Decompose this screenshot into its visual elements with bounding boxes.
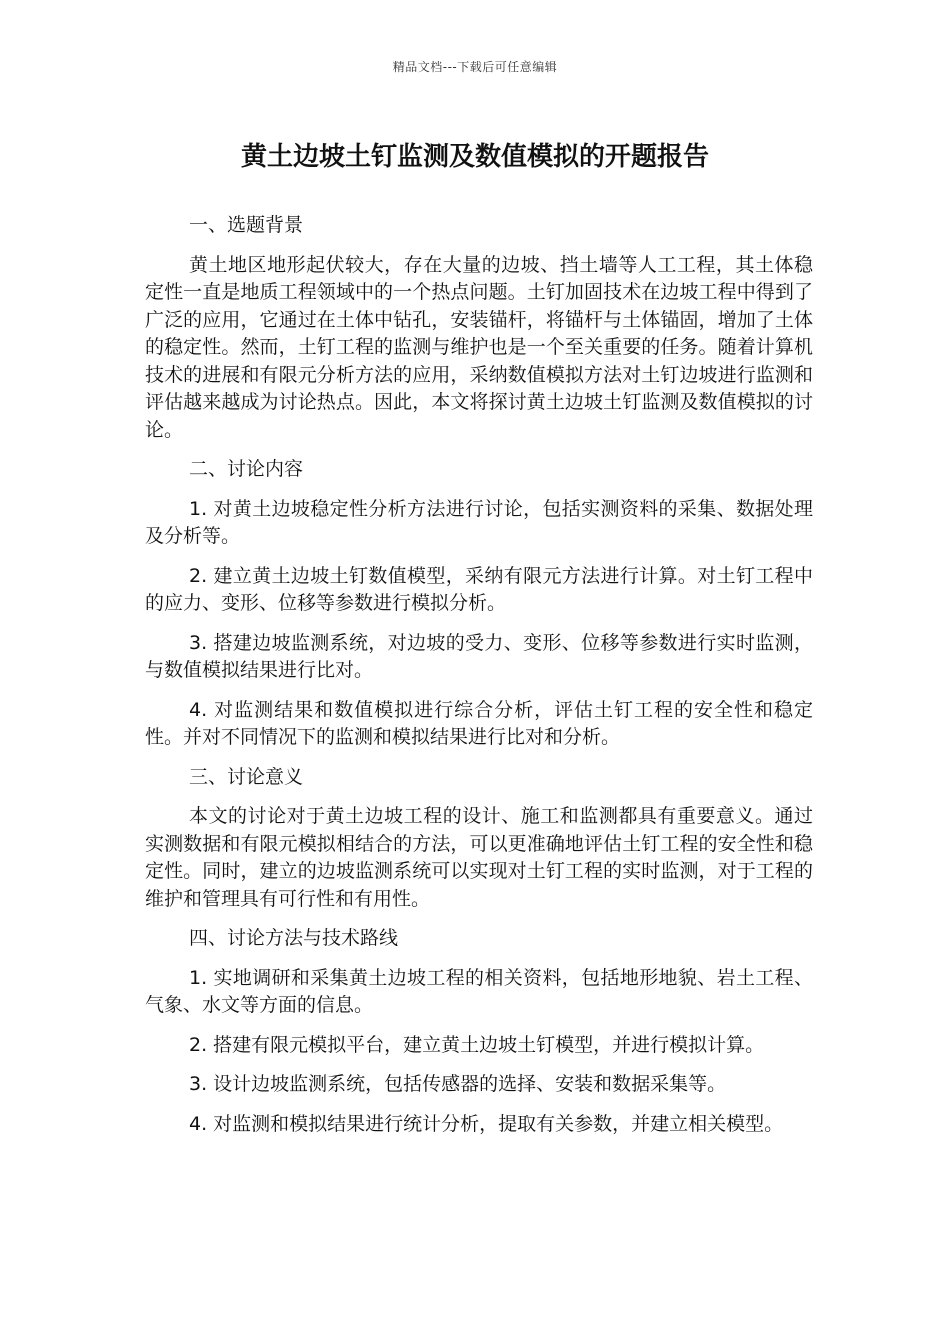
list-item: 1. 对黄土边坡稳定性分析方法进行讨论，包括实测资料的采集、数据处理及分析等。	[145, 497, 813, 547]
list-item: 3. 设计边坡监测系统，包括传感器的选择、安装和数据采集等。	[189, 1073, 727, 1095]
section-significance	[145, 764, 813, 914]
body-paragraph: 黄土地区地形起伏较大，存在大量的边坡、挡土墙等人工工程，其土体稳定性一直是地质工程领域中的一个热点问题。土钉加固技术在边坡工程中得到了广泛的应用，它通过在土体中钻孔，安装锚杆，将锚杆与土体锚固，增加了土体的稳定性。然而，土钉工程的监测与维护也是一个至关重要的任务。随着计算机技术的进展和有限元分析方法的应用，采纳数值模拟方法对土钉边坡进行监测和评估越来越成为讨论热点。因此，本文将探讨黄土边坡土钉监测及数值模拟的讨论。	[145, 253, 813, 441]
document-body	[145, 212, 813, 1150]
section-research-content	[145, 456, 813, 752]
section-heading: 三、讨论意义	[189, 765, 304, 788]
list-item: 3. 搭建边坡监测系统，对边坡的受力、变形、位移等参数进行实时监测，与数值模拟结果进行比对。	[145, 631, 813, 681]
body-paragraph: 本文的讨论对于黄土边坡工程的设计、施工和监测都具有重要意义。通过实测数据和有限元模拟相结合的方法，可以更准确地评估土钉工程的安全性和稳定性。同时，建立的边坡监测系统可以实现对土钉工程的实时监测，对于工程的维护和管理具有可行性和有用性。	[145, 805, 813, 910]
list-item: 1. 实地调研和采集黄土边坡工程的相关资料，包括地形地貌、岩土工程、气象、水文等方面的信息。	[145, 966, 813, 1016]
list-item: 2. 建立黄土边坡土钉数值模型，采纳有限元方法进行计算。对土钉工程中的应力、变形、位移等参数进行模拟分析。	[145, 564, 813, 614]
header-watermark: 精品文档---下载后可任意编辑	[392, 60, 558, 74]
section-heading: 一、选题背景	[189, 214, 304, 236]
section-heading: 二、讨论内容	[189, 458, 304, 480]
section-methods	[145, 925, 813, 1138]
list-item: 2. 搭建有限元模拟平台，建立黄土边坡土钉模型，并进行模拟计算。	[189, 1033, 765, 1056]
list-item: 4. 对监测和模拟结果进行统计分析，提取有关参数，并建立相关模型。	[189, 1112, 784, 1135]
section-heading: 四、讨论方法与技术路线	[189, 927, 399, 949]
list-item: 4. 对监测结果和数值模拟进行综合分析，评估土钉工程的安全性和稳定性。并对不同情况下的监测和模拟结果进行比对和分析。	[145, 698, 813, 748]
section-background	[145, 212, 813, 444]
document-title: 黄土边坡土钉监测及数值模拟的开题报告	[240, 142, 709, 172]
